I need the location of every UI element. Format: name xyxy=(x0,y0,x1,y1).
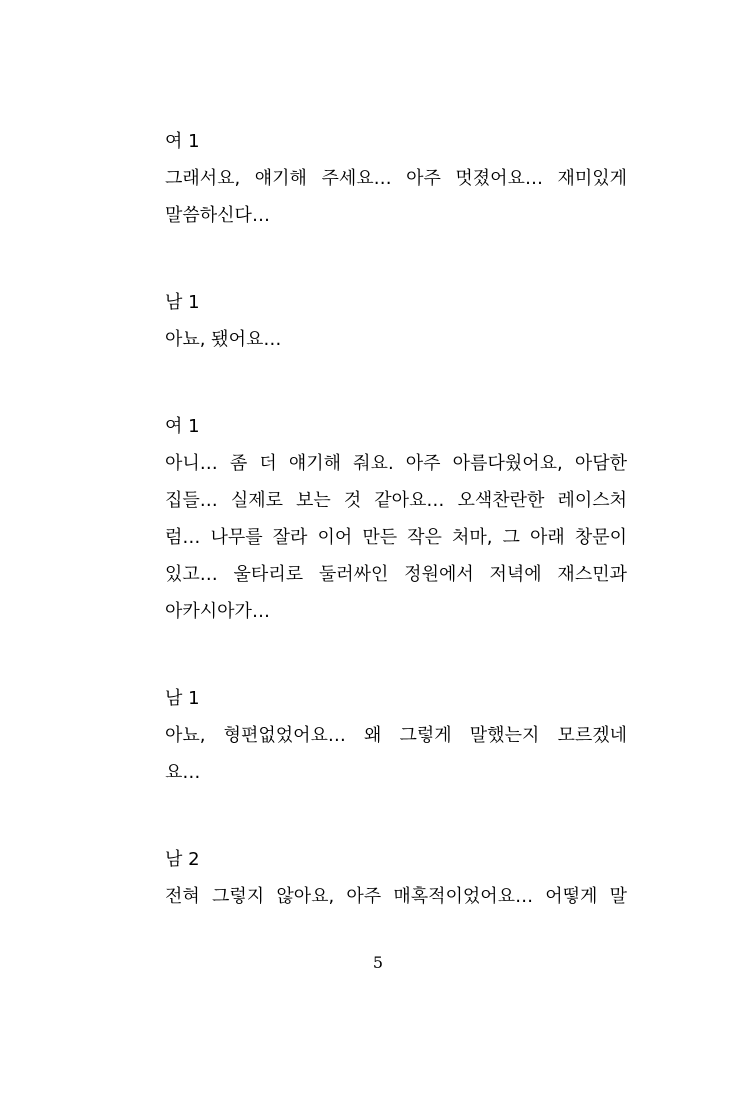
dialogue-text xyxy=(165,127,627,912)
speaker-label: 남 1 xyxy=(165,688,200,709)
dialogue-line: 있고… 울타리로 둘러싸인 정원에서 저녁에 재스민과 xyxy=(165,564,627,585)
dialogue-line: 럼… 나무를 잘라 이어 만든 작은 처마, 그 아래 창문이 xyxy=(165,527,627,548)
dialogue-line: 요… xyxy=(165,762,201,783)
dialogue-block xyxy=(165,127,627,231)
dialogue-line: 아뇨, 됐어요… xyxy=(165,329,282,350)
dialogue-block xyxy=(165,288,627,355)
page-number: 5 xyxy=(372,953,384,972)
dialogue-line: 집들… 실제로 보는 것 같아요… 오색찬란한 레이스처 xyxy=(165,490,627,511)
speaker-label: 여 1 xyxy=(165,416,200,437)
speaker-label: 남 2 xyxy=(165,849,200,870)
dialogue-line: 그래서요, 얘기해 주세요… 아주 멋졌어요… 재미있게 xyxy=(165,168,627,189)
speaker-label: 남 1 xyxy=(165,292,200,313)
dialogue-line: 아카시아가… xyxy=(165,601,270,622)
dialogue-line: 말씀하신다… xyxy=(165,205,270,226)
dialogue-block xyxy=(165,684,627,788)
dialogue-line: 아뇨, 형편없었어요… 왜 그렇게 말했는지 모르겠네 xyxy=(165,725,627,746)
dialogue-line: 전혀 그렇지 않아요, 아주 매혹적이었어요… 어떻게 말 xyxy=(165,886,627,907)
dialogue-line: 아니… 좀 더 얘기해 줘요. 아주 아름다웠어요, 아담한 xyxy=(165,453,627,474)
dialogue-block xyxy=(165,412,627,627)
dialogue-block xyxy=(165,845,627,912)
speaker-label: 여 1 xyxy=(165,131,200,152)
